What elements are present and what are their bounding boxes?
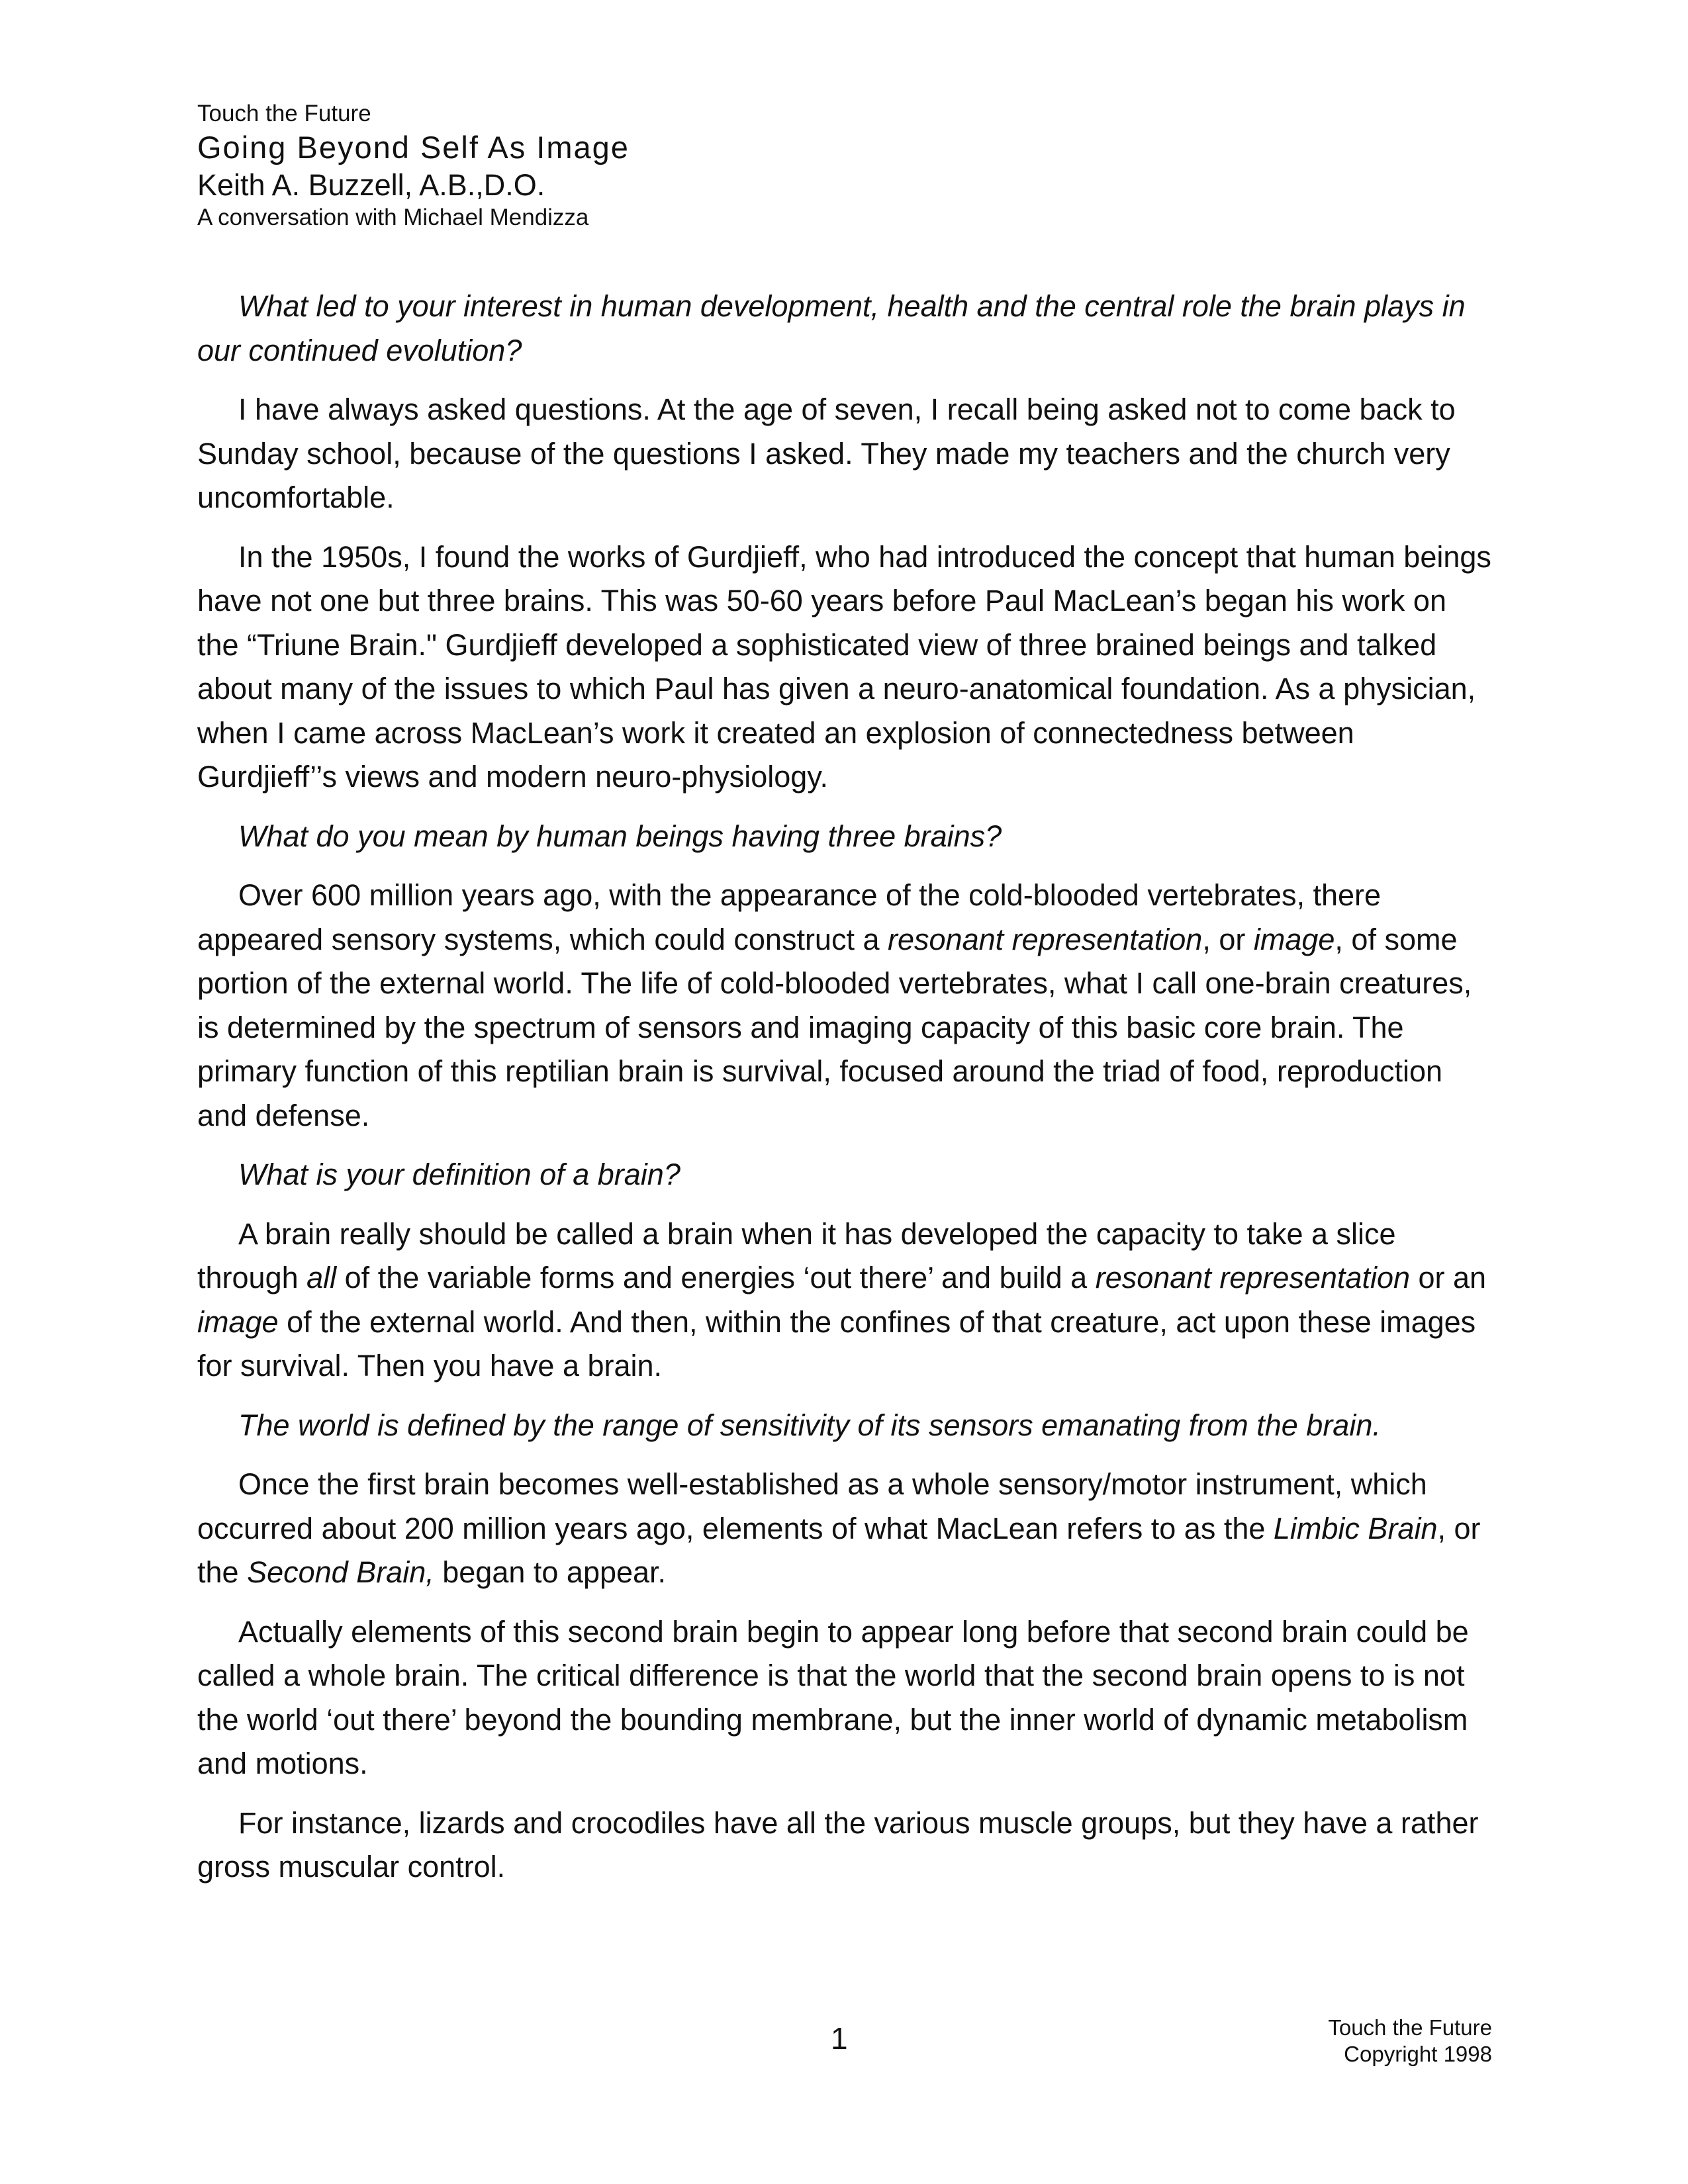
italic-text: What led to your interest in human development, health and the central role the brain plays in our continued evolution? [197,289,1466,367]
page-number: 1 [831,2021,848,2056]
text-run: , of some portion of the external world. The life of cold-blooded vertebrates, what I call one-brain creatures, is determined by the spectrum of sensors and imaging capacity of this basic core brain. The primary function of this reptilian brain is survival, focused around the triad of food, reproduction and defense. [197,922,1472,1132]
author-name: Keith A. Buzzell, A.B.,D.O. [197,168,545,202]
publication-name: Touch the Future [197,101,371,126]
text-run: , or the [197,1511,1481,1589]
text-run: began to appear. [434,1555,667,1589]
text-run: or an [1410,1261,1487,1295]
italic-text: Limbic Brain [1273,1511,1438,1545]
italic-text: The world is defined by the range of sensitivity of its sensors emanating from the brain. [238,1408,1381,1442]
document-header [197,99,1488,232]
interview-question [197,1153,1491,1197]
text-run: For instance, lizards and crocodiles have all the various muscle groups, but they have a rather gross muscular control. [197,1805,1479,1884]
text-run: Once the first brain becomes well-established as a whole sensory/motor instrument, which occurred about 200 million years ago, elements of what MacLean refers to as the [197,1467,1427,1545]
interview-answer [197,874,1491,1138]
footer-copyright: Copyright 1998 [1344,2042,1492,2066]
italic-text: resonant representation [888,922,1203,956]
text-run: A brain really should be called a brain when it has developed the capacity to take a slice through [197,1216,1396,1295]
article-title: Going Beyond Self As Image [197,130,630,165]
article-body [197,285,1491,1905]
italic-text: What is your definition of a brain? [238,1158,680,1191]
text-run: I have always asked questions. At the age of seven, I recall being asked not to come back to Sunday school, because of the questions I asked. They made my teachers and the church very uncomfortable. [197,392,1456,514]
text-run: of the variable forms and energies ‘out there’ and build a [336,1261,1096,1295]
interview-question [197,815,1491,859]
footer-publication: Touch the Future [1328,2015,1492,2040]
interview-answer [197,1610,1491,1786]
interview-answer [197,388,1491,520]
interview-answer [197,1463,1491,1595]
interview-answer [197,1801,1491,1889]
interview-question [197,285,1491,373]
italic-text: all [306,1261,337,1295]
italic-text: image [197,1304,279,1339]
conversation-credit: A conversation with Michael Mendizza [197,205,589,230]
text-run: Actually elements of this second brain begin to appear long before that second brain could be called a whole brain. The critical difference is that the world that the second brain opens to is not the world ‘out there’ beyond the bounding membrane, but the inner world of dynamic metabolism and motions. [197,1614,1469,1780]
italic-text: What do you mean by human beings having three brains? [238,819,1002,853]
text-run: of the external world. And then, within the confines of that creature, act upon these images for survival. Then you have a brain. [197,1304,1476,1383]
text-run: In the 1950s, I found the works of Gurdjieff, who had introduced the concept that human beings have not one but three brains. This was 50-60 years before Paul MacLean’s began his work on the “Triune Brain." Gurdjieff developed a sophisticated view of three brained beings and talked about many of the issues to which Paul has given a neuro-anatomical foundation. As a physician, when I came across MacLean’s work it created an explosion of connectedness between Gurdjieff’’s views and modern neuro-physiology. [197,539,1491,794]
italic-text: image [1253,922,1335,956]
interview-question [197,1404,1491,1448]
text-run: Over 600 million years ago, with the appearance of the cold-blooded vertebrates, there appeared sensory systems, which could construct a [197,878,1382,956]
footer-credit [1328,2015,1492,2068]
interview-answer [197,535,1491,799]
italic-text: Second Brain, [247,1555,434,1589]
interview-answer [197,1212,1491,1388]
text-run: , or [1202,922,1254,956]
italic-text: resonant representation [1095,1261,1411,1295]
